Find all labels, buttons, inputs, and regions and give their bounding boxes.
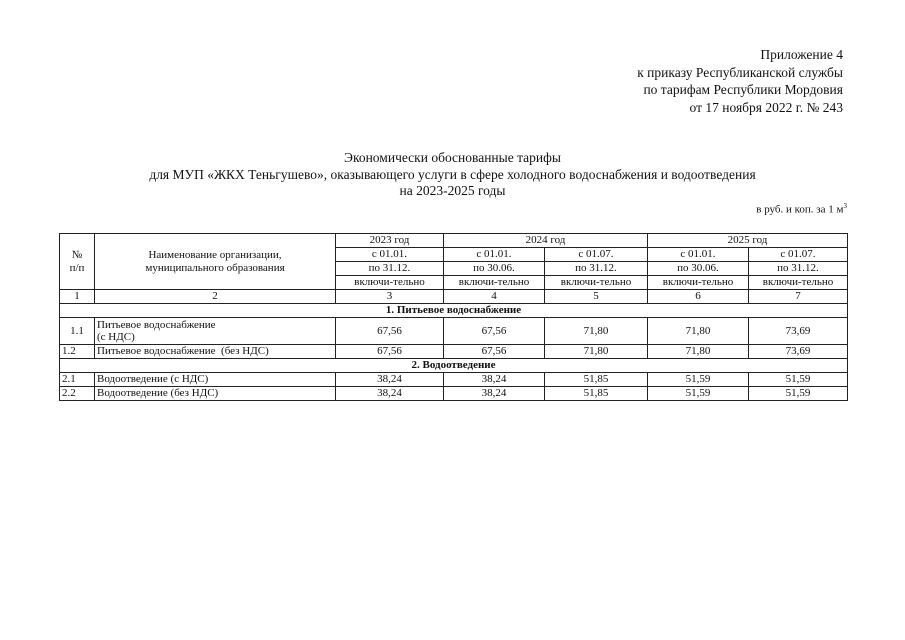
- period-cell: включи-тельно: [749, 276, 848, 290]
- period-cell: с 01.01.: [444, 248, 545, 262]
- column-number: 5: [545, 290, 648, 304]
- header-year-2024: 2024 год: [444, 234, 648, 248]
- header-name: [95, 234, 336, 290]
- value-cell: 51,59: [749, 387, 848, 401]
- table-row: [60, 318, 848, 345]
- value-cell: 67,56: [336, 318, 444, 345]
- header-name-line: муниципального образования: [145, 261, 285, 274]
- value-cell: 51,85: [545, 373, 648, 387]
- period-cell: с 01.07.: [749, 248, 848, 262]
- table-row: [60, 373, 848, 387]
- value-cell: 71,80: [545, 318, 648, 345]
- column-number: 6: [648, 290, 749, 304]
- value-cell: 73,69: [749, 345, 848, 359]
- column-number: 3: [336, 290, 444, 304]
- row-number: 2.1: [60, 373, 95, 387]
- column-numbers-row: [60, 290, 848, 304]
- column-number: 2: [95, 290, 336, 304]
- header-year-2023: 2023 год: [336, 234, 444, 248]
- period-cell: по 31.12.: [749, 262, 848, 276]
- header-row-years: [60, 234, 848, 248]
- value-cell: 73,69: [749, 318, 848, 345]
- units-note: [756, 202, 847, 216]
- value-cell: 71,80: [545, 345, 648, 359]
- title-line: для МУП «ЖКХ Теньгушево», оказывающего услуги в сфере холодного водоснабжения и водоотведения: [149, 166, 756, 182]
- value-cell: 67,56: [444, 345, 545, 359]
- column-number: 4: [444, 290, 545, 304]
- period-cell: включи-тельно: [648, 276, 749, 290]
- document-title: [0, 150, 905, 200]
- period-cell: по 31.12.: [336, 262, 444, 276]
- row-number: 2.2: [60, 387, 95, 401]
- row-number: 1.2: [60, 345, 95, 359]
- units-superscript: 3: [843, 202, 847, 210]
- header-name-line: Наименование организации,: [148, 249, 282, 261]
- title-line: на 2023-2025 годы: [399, 183, 506, 198]
- row-name-line: (с НДС): [97, 331, 135, 343]
- units-text: в руб. и коп. за 1 м: [756, 203, 844, 216]
- value-cell: 38,24: [444, 373, 545, 387]
- row-name: Водоотведение (без НДС): [95, 387, 336, 401]
- row-number: 1.1: [60, 318, 95, 345]
- value-cell: 38,24: [444, 387, 545, 401]
- period-cell: по 30.06.: [444, 262, 545, 276]
- value-cell: 38,24: [336, 373, 444, 387]
- table-row: [60, 387, 848, 401]
- period-cell: включи-тельно: [336, 276, 444, 290]
- period-cell: с 01.01.: [336, 248, 444, 262]
- column-number: 7: [749, 290, 848, 304]
- tariff-table: [59, 233, 848, 401]
- value-cell: 67,56: [444, 318, 545, 345]
- section-title: 1. Питьевое водоснабжение: [60, 304, 848, 318]
- header-year-2025: 2025 год: [648, 234, 848, 248]
- value-cell: 51,59: [648, 373, 749, 387]
- period-cell: с 01.01.: [648, 248, 749, 262]
- section-row: [60, 304, 848, 318]
- period-cell: включи-тельно: [545, 276, 648, 290]
- column-number: 1: [60, 290, 95, 304]
- row-name-line: Питьевое водоснабжение: [97, 318, 216, 331]
- header-no-line: №: [71, 249, 83, 261]
- appendix-line: от 17 ноября 2022 г. № 243: [689, 99, 843, 115]
- value-cell: 51,59: [648, 387, 749, 401]
- value-cell: 51,59: [749, 373, 848, 387]
- appendix-block: [637, 46, 843, 116]
- row-name: [95, 318, 336, 345]
- period-cell: по 31.12.: [545, 262, 648, 276]
- title-line: Экономически обоснованные тарифы: [344, 150, 561, 165]
- value-cell: 71,80: [648, 318, 749, 345]
- header-no-line: п/п: [69, 261, 85, 274]
- section-row: [60, 359, 848, 373]
- header-no: [60, 234, 95, 290]
- value-cell: 67,56: [336, 345, 444, 359]
- value-cell: 71,80: [648, 345, 749, 359]
- value-cell: 51,85: [545, 387, 648, 401]
- value-cell: 38,24: [336, 387, 444, 401]
- period-cell: с 01.07.: [545, 248, 648, 262]
- section-title: 2. Водоотведение: [60, 359, 848, 373]
- appendix-line: к приказу Республиканской службы: [637, 64, 843, 80]
- row-name: Водоотведение (с НДС): [95, 373, 336, 387]
- table-row: [60, 345, 848, 359]
- period-cell: по 30.06.: [648, 262, 749, 276]
- appendix-line: по тарифам Республики Мордовия: [643, 82, 843, 97]
- period-cell: включи-тельно: [444, 276, 545, 290]
- appendix-line: Приложение 4: [760, 47, 843, 62]
- row-name: Питьевое водоснабжение (без НДС): [95, 345, 336, 359]
